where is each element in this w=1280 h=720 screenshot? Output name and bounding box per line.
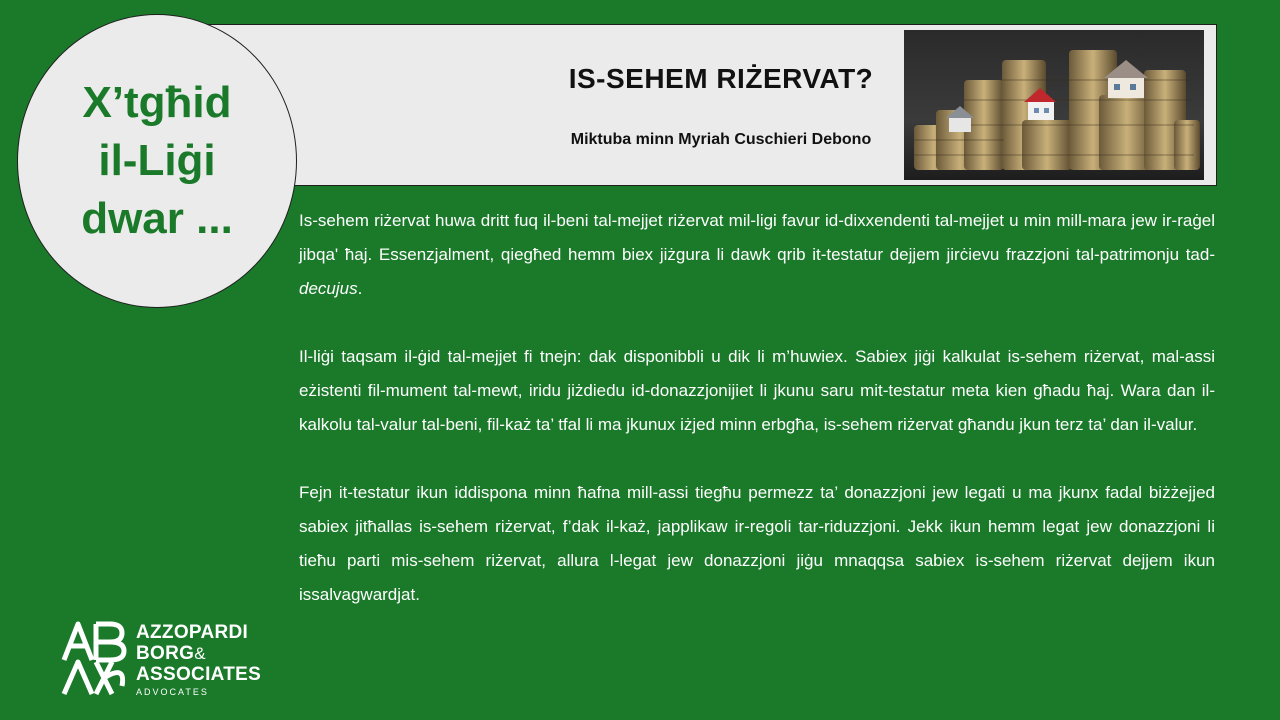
firm-name-line-1: AZZOPARDI — [136, 622, 249, 643]
coins-houses-illustration — [904, 30, 1204, 180]
firm-name-ampersand: & — [194, 644, 206, 663]
firm-tagline: ADVOCATES — [136, 687, 209, 697]
firm-name-line-3: ASSOCIATES — [136, 664, 262, 685]
article-body — [299, 204, 1215, 646]
circle-line-1: X’tgħid — [82, 78, 232, 127]
circle-line-2: il-Liġi — [98, 136, 216, 185]
firm-name — [136, 622, 261, 685]
paragraph-1-end: . — [357, 279, 363, 298]
page-title: IS-SEHEM RIŻERVAT? — [568, 63, 874, 94]
paragraph-3: Fejn it-testatur ikun iddispona minn ħafna mill-assi tiegħu permezz ta’ donazzjoni jew legati u ma jkunx fadal biżżejjed sabiex jitħallas is-sehem riżervat, f’dak il-każ, japplikaw ir-regoli tar-riduzzjoni. Jekk ikun hemm legat jew donazzjoni li tieħu parti mis-sehem riżervat, allura l-legat jew donazzjoni jiġu mnaqqsa sabiex is-sehem riżervat dejjem ikun issalvagwardjat. — [299, 483, 1215, 604]
header-panel — [205, 24, 1217, 186]
coins-houses-photo — [904, 30, 1204, 180]
paragraph-2: Il-liġi taqsam il-ġid tal-mejjet fi tnejn: dak disponibbli u dik li m’huwiex. Sabiex jiġi kalkulat is-sehem riżervat, mal-assi eżistenti fil-mument tal-mewt, iridu jiżdiedu id-donazzjonijiet li jkunu saru mit-testatur meta kien għadu ħaj. Wara dan il-kalkolu tal-valur tal-beni, fil-każ ta’ tfal li ma jkunux iżjed minn erbgħa, is-sehem riżervat għandu jkun terz ta’ dan il-valur. — [299, 347, 1215, 434]
firm-name-line-2: BORG — [136, 643, 195, 664]
abba-monogram-icon — [60, 620, 130, 698]
firm-logo — [60, 620, 260, 700]
topic-circle — [17, 14, 297, 308]
paragraph-1-italic: decujus — [299, 279, 358, 298]
circle-line-3: dwar ... — [81, 194, 233, 243]
author-byline: Miktuba minn Myriah Cuschieri Debono — [570, 131, 872, 148]
paragraph-1-text: Is-sehem riżervat huwa dritt fuq il-beni tal-mejjet riżervat mil-ligi favur id-dixxendenti tal-mejjet u min mill-mara jew ir-raġel jibqa' ħaj. Essenzjalment, qiegħed hemm biex jiżgura li dawk qrib it-testatur dejjem jirċievu frazzjoni tal-patrimonju tad- — [299, 211, 1215, 264]
paragraph-1 — [299, 204, 1215, 306]
